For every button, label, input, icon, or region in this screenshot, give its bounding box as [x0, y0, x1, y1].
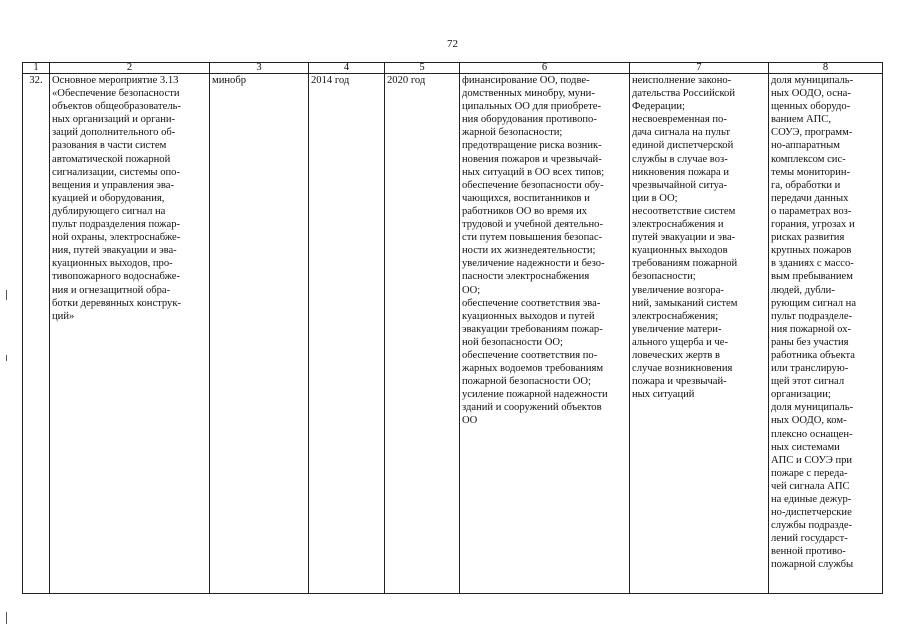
header-col-8: 8 [769, 63, 883, 74]
measure-name-line: ций» [52, 310, 75, 322]
measure-name-line: пульт подразделения пожар- [52, 219, 181, 231]
consequence-line: чрезвычайной ситуа- [632, 179, 727, 191]
measure-name-line: сигнализации, системы опо- [52, 166, 180, 178]
consequence-line: службы в случае воз- [632, 153, 728, 165]
result-line: жарных водоемов требованиям [462, 363, 604, 375]
end-year-cell: 2020 год [385, 74, 460, 594]
indicator-line: но-диспетчерские [771, 507, 852, 519]
consequence-line: неисполнение законо- [632, 75, 732, 86]
indicator-line: пожаре с переда- [771, 467, 848, 479]
consequence-line: требованиям пожарной [632, 258, 738, 270]
row-number: 32. [23, 74, 50, 594]
start-year-cell: 2014 год [309, 74, 385, 594]
result-line: предотвращение риска возник- [462, 140, 602, 152]
indicator-line: ных ООДО, ком- [771, 415, 847, 427]
indicator-line: передачи данных [771, 192, 849, 204]
result-line: усиление пожарной надежности [462, 389, 608, 401]
result-line: куационных выходов и путей [462, 310, 595, 322]
indicator-line: СОУЭ, программ- [771, 127, 853, 139]
indicator-line: га, обработки и [771, 179, 841, 191]
consequence-line: Федерации; [632, 101, 685, 113]
indicator-line: АПС и СОУЭ при [771, 454, 853, 466]
indicator-line: щенных оборудо- [771, 101, 851, 113]
measure-name-line: разования в части систем [52, 140, 167, 152]
indicator-line: щей этот сигнал [771, 376, 845, 388]
result-line: новения пожаров и чрезвычай- [462, 153, 602, 165]
result-line: зданий и сооружений объектов [462, 402, 602, 414]
indicator-line: комплексом сис- [771, 153, 846, 165]
indicator-line: ных ООДО, осна- [771, 88, 851, 100]
consequence-line: несоответствие систем [632, 205, 736, 217]
measure-name-line: ния и огнезащитной обра- [52, 284, 171, 296]
consequence-line: несвоевременная по- [632, 114, 727, 126]
indicator-line: или транслирую- [771, 363, 849, 375]
indicator-line: плексно оснащен- [771, 428, 853, 440]
measures-table [22, 62, 883, 594]
result-line: ОО; [462, 284, 481, 296]
consequence-line: дача сигнала на пульт [632, 127, 731, 139]
indicator-line: службы подразде- [771, 520, 853, 532]
consequence-line: ний, замыканий систем [632, 297, 738, 309]
result-line: работников ОО во время их [462, 205, 588, 217]
consequence-line: единой диспетчерской [632, 140, 734, 152]
result-line: сти путем повышения безопас- [462, 232, 603, 244]
expected-results-cell [460, 74, 630, 594]
result-line: ОО [462, 415, 478, 427]
consequence-line: безопасности; [632, 271, 696, 283]
measure-name-line: «Обеспечение безопасности [52, 88, 180, 100]
indicator-line: доля муниципаль- [771, 75, 854, 86]
result-line: ния оборудования противопо- [462, 114, 597, 126]
header-col-6: 6 [460, 63, 630, 74]
result-line: финансирование ОО, подве- [462, 75, 590, 86]
indicator-line: горания, угрозах и [771, 219, 855, 231]
consequence-line: куационных выходов [632, 245, 728, 257]
consequence-line: путей эвакуации и эва- [632, 232, 736, 244]
result-line: обеспечение соответствия эва- [462, 297, 601, 309]
indicator-line: в зданиях с массо- [771, 258, 854, 270]
indicator-line: лений государст- [771, 533, 848, 545]
indicator-line: о параметрах воз- [771, 205, 852, 217]
measure-name-line: ной охраны, электроснабже- [52, 232, 181, 244]
result-line: ной безопасности ОО; [462, 336, 563, 348]
result-line: домственных минобру, муни- [462, 88, 595, 100]
result-line: ципальных ОО для приобрете- [462, 101, 601, 113]
consequence-line: пожара и чрезвычай- [632, 376, 727, 388]
indicator-line: доля муниципаль- [771, 402, 854, 414]
measure-name-line: дублирующего сигнал на [52, 205, 166, 217]
indicator-line: темы мониторин- [771, 166, 851, 178]
result-line: обеспечение безопасности обу- [462, 179, 604, 191]
table-row [23, 74, 883, 594]
result-line: трудовой и учебной деятельно- [462, 219, 604, 231]
indicator-line: чей сигнала АПС [771, 480, 850, 492]
header-col-1: 1 [23, 63, 50, 74]
indicator-line: работника объекта [771, 349, 855, 361]
result-line: ности их жизнедеятельности; [462, 245, 596, 257]
consequences-cell [630, 74, 769, 594]
result-line: обеспечение соответствия по- [462, 349, 598, 361]
consequence-line: ции в ОО; [632, 192, 678, 204]
consequence-line: никновения пожара и [632, 166, 729, 178]
result-line: пожарной безопасности ОО; [462, 376, 592, 388]
indicator-line: пульт подразделе- [771, 310, 853, 322]
indicator-line: ванием АПС, [771, 114, 831, 126]
measure-name-line: ния, путей эвакуации и эва- [52, 245, 177, 257]
indicators-cell [769, 74, 883, 594]
scan-margin-mark [6, 612, 7, 624]
indicator-line: пожарной службы [771, 559, 854, 571]
indicator-line: крупных пожаров [771, 245, 852, 257]
indicator-line: вым пребыванием [771, 271, 853, 283]
indicator-line: на единые дежур- [771, 494, 852, 505]
executor-cell: минобр [210, 74, 309, 594]
indicator-line: ния пожарной ох- [771, 323, 852, 335]
measure-name-line: ботки деревянных конструк- [52, 297, 182, 309]
measure-name-line: Основное мероприятие 3.13 [52, 75, 179, 86]
indicator-line: рующим сигнал на [771, 297, 857, 309]
indicator-line: организации; [771, 389, 831, 401]
header-row [23, 63, 883, 74]
result-line: увеличение надежности и безо- [462, 258, 605, 270]
result-line: ных ситуаций в ОО всех типов; [462, 166, 605, 178]
measure-name-line: заций дополнительного об- [52, 127, 176, 139]
consequence-line: увеличение возгора- [632, 284, 724, 296]
result-line: пасности электроснабжения [462, 271, 590, 283]
measure-name-line: автоматической пожарной [52, 153, 171, 165]
indicator-line: людей, дубли- [771, 284, 835, 296]
consequence-line: электроснабжения; [632, 310, 719, 322]
consequence-line: дательства Российской [632, 88, 736, 100]
measure-name-cell [50, 74, 210, 594]
page-number: 72 [447, 38, 458, 50]
measure-name-line: куацией и оборудования, [52, 192, 165, 204]
consequence-line: ных ситуаций [632, 389, 695, 401]
header-col-7: 7 [630, 63, 769, 74]
header-col-2: 2 [50, 63, 210, 74]
result-line: чающихся, воспитанников и [462, 192, 590, 204]
measure-name-line: ных организаций и органи- [52, 114, 176, 126]
measure-name-line: тивопожарного водоснабже- [52, 271, 181, 283]
header-col-4: 4 [309, 63, 385, 74]
indicator-line: но-аппаратным [771, 140, 840, 152]
consequence-line: ального ущерба и че- [632, 336, 728, 348]
result-line: эвакуации требованиям пожар- [462, 323, 603, 335]
measure-name-line: объектов общеобразователь- [52, 101, 181, 113]
header-col-5: 5 [385, 63, 460, 74]
consequence-line: электроснабжения и [632, 219, 724, 231]
measure-name-line: куационных выходов, про- [52, 258, 173, 270]
scan-margin-mark [6, 355, 7, 361]
indicator-line: рисках развития [771, 232, 845, 244]
result-line: жарной безопасности; [462, 127, 563, 139]
indicator-line: венной противо- [771, 546, 846, 558]
consequence-line: увеличение матери- [632, 323, 722, 335]
indicator-line: ных системами [771, 441, 840, 453]
measure-name-line: вещения и управления эва- [52, 179, 174, 191]
consequence-line: ловеческих жертв в [632, 349, 721, 361]
header-col-3: 3 [210, 63, 309, 74]
indicator-line: раны без участия [771, 336, 849, 348]
consequence-line: случае возникновения [632, 363, 733, 375]
scan-margin-mark [6, 290, 7, 300]
